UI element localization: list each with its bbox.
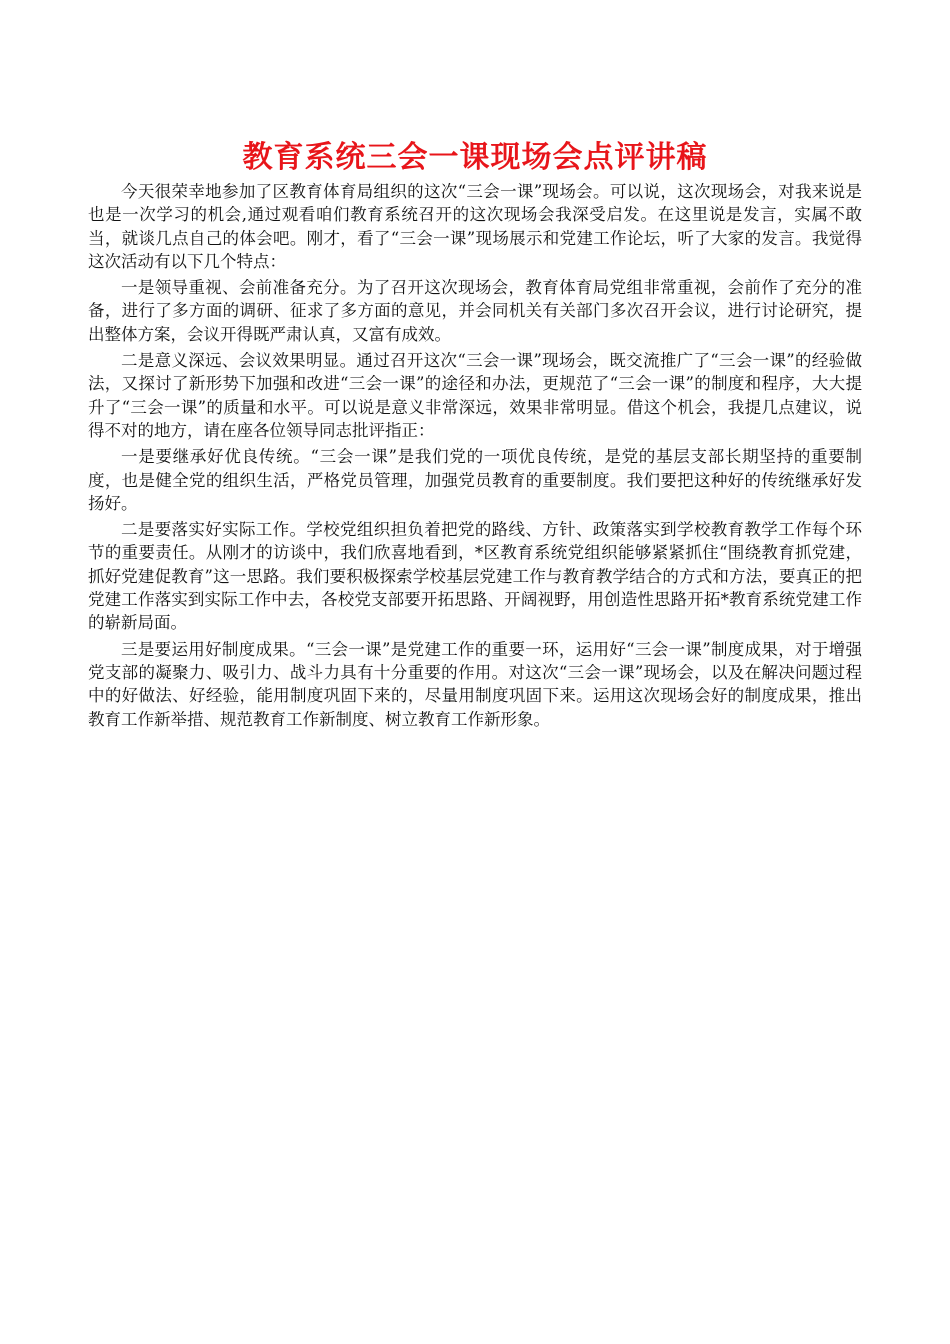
document-body xyxy=(88,180,862,734)
document-title: 教育系统三会一课现场会点评讲稿 xyxy=(242,140,708,175)
paragraph-suggestion-2: 二是要落实好实际工作。学校党组织担负着把党的路线、方针、政策落实到学校教育教学工作每个环节的重要责任。从刚才的访谈中，我们欣喜地看到，*区教育系统党组织能够紧紧抓住“围绕教育抓党建，抓好党建促教育”这一思路。我们要积极探索学校基层党建工作与教育教学结合的方式和方法，要真正的把党建工作落实到实际工作中去，各校党支部要开拓思路、开阔视野，用创造性思路开拓*教育系统党建工作的崭新局面。 xyxy=(88,520,862,633)
paragraph-intro: 今天很荣幸地参加了区教育体育局组织的这次“三会一课”现场会。可以说，这次现场会，对我来说是也是一次学习的机会,通过观看咱们教育系统召开的这次现场会我深受启发。在这里说是发言，实属不敢当，就谈几点自己的体会吧。刚才，看了“三会一课”现场展示和党建工作论坛，听了大家的发言。我觉得这次活动有以下几个特点： xyxy=(88,182,862,271)
paragraph-point-2: 二是意义深远、会议效果明显。通过召开这次“三会一课”现场会，既交流推广了“三会一课”的经验做法，又探讨了新形势下加强和改进“三会一课”的途径和办法，更规范了“三会一课”的制度和程序，大大提升了“三会一课”的质量和水平。可以说是意义非常深远，效果非常明显。借这个机会，我提几点建议，说得不对的地方，请在座各位领导同志批评指正： xyxy=(88,351,862,440)
paragraph-suggestion-3: 三是要运用好制度成果。“三会一课”是党建工作的重要一环，运用好“三会一课”制度成果，对于增强党支部的凝聚力、吸引力、战斗力具有十分重要的作用。对这次“三会一课”现场会，以及在解决问题过程中的好做法、好经验，能用制度巩固下来的，尽量用制度巩固下来。运用这次现场会好的制度成果，推出教育工作新举措、规范教育工作新制度、树立教育工作新形象。 xyxy=(88,639,862,729)
paragraph-point-1: 一是领导重视、会前准备充分。为了召开这次现场会，教育体育局党组非常重视，会前作了充分的准备，进行了多方面的调研、征求了多方面的意见，并会同机关有关部门多次召开会议，进行讨论研究，提出整体方案，会议开得既严肃认真，又富有成效。 xyxy=(88,278,862,344)
paragraph-suggestion-1: 一是要继承好优良传统。“三会一课”是我们党的一项优良传统，是党的基层支部长期坚持的重要制度，也是健全党的组织生活，严格党员管理，加强党员教育的重要制度。我们要把这种好的传统继承好发扬好。 xyxy=(88,447,862,513)
